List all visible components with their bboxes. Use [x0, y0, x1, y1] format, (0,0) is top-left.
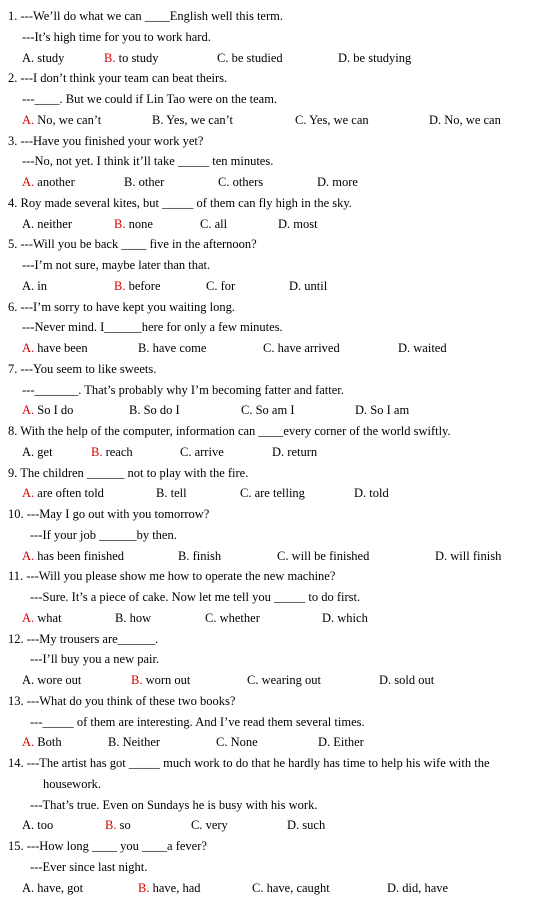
- option-text: arrive: [191, 444, 224, 459]
- option-letter: A.: [22, 673, 35, 687]
- answer-options: [22, 48, 542, 68]
- option-text: in: [34, 278, 48, 293]
- option-c: [200, 214, 227, 234]
- option-c: [247, 670, 321, 690]
- answer-options: [22, 214, 542, 234]
- question-stem: 12. ---My trousers are______.: [8, 631, 159, 646]
- option-letter: B.: [91, 444, 103, 459]
- option-c: [218, 172, 263, 192]
- option-letter: B.: [108, 735, 120, 750]
- option-letter: C.: [205, 610, 217, 625]
- option-letter: B.: [178, 548, 190, 563]
- question-stem: 6. ---I’m sorry to have kept you waiting long.: [8, 299, 236, 314]
- option-letter: A.: [22, 486, 35, 501]
- option-letter: B.: [114, 216, 126, 231]
- option-a: [22, 670, 81, 690]
- option-letter: D.: [435, 548, 448, 563]
- option-text: So do I: [140, 403, 180, 418]
- option-text: have, got: [34, 880, 84, 895]
- option-b: [138, 878, 201, 898]
- question-stem: 10. ---May I go out with you tomorrow?: [8, 507, 210, 521]
- option-b: [156, 483, 187, 503]
- question-stem: 13. ---What do you think of these two books?: [8, 693, 236, 708]
- option-text: have arrived: [274, 341, 340, 355]
- answer-options: [22, 110, 542, 130]
- option-text: so: [116, 818, 131, 833]
- option-c: [240, 483, 305, 503]
- option-text: tell: [167, 486, 187, 501]
- option-letter: D.: [387, 880, 400, 895]
- question-stem: 4. Roy made several kites, but _____ of them can fly high in the sky.: [8, 195, 352, 210]
- option-a: [22, 442, 53, 462]
- option-letter: B.: [138, 880, 150, 895]
- option-b: [104, 48, 159, 68]
- option-letter: A.: [22, 444, 35, 459]
- option-text: whether: [216, 610, 260, 625]
- question-stem: 9. The children ______ not to play with the fire.: [8, 465, 249, 480]
- option-letter: C.: [218, 175, 230, 189]
- option-b: [131, 670, 190, 690]
- option-text: until: [301, 278, 328, 293]
- option-letter: B.: [105, 818, 117, 833]
- option-b: [124, 172, 164, 192]
- option-d: [278, 214, 318, 234]
- option-letter: A.: [22, 278, 35, 293]
- question-line: ---Sure. It’s a piece of cake. Now let me tell you _____ to do first.: [30, 590, 361, 604]
- option-text: did, have: [399, 880, 449, 895]
- question-line: ---If your job ______by then.: [30, 527, 177, 542]
- option-text: how: [126, 610, 152, 625]
- option-b: [129, 400, 180, 420]
- option-letter: D.: [289, 278, 302, 293]
- option-text: finish: [189, 548, 222, 563]
- question-line: ---Ever since last night.: [30, 859, 148, 874]
- option-a: [22, 878, 83, 898]
- option-text: have, caught: [263, 880, 330, 895]
- answer-options: [22, 732, 542, 752]
- answer-options: [22, 338, 542, 358]
- option-text: reach: [102, 444, 133, 459]
- option-c: [277, 546, 369, 566]
- option-text: study: [34, 50, 65, 65]
- question-line: ---_______. That’s probably why I’m becoming fatter and fatter.: [22, 382, 344, 397]
- option-letter: B.: [115, 610, 127, 625]
- question-stem: 5. ---Will you be back ____ five in the afternoon?: [8, 237, 257, 252]
- option-a: [22, 48, 64, 68]
- option-a: [22, 276, 47, 296]
- option-letter: D.: [272, 444, 285, 459]
- option-c: [217, 48, 283, 68]
- question-line: ---It’s high time for you to work hard.: [22, 29, 211, 44]
- option-c: [241, 400, 294, 420]
- option-text: So am I: [252, 403, 295, 418]
- option-d: [354, 483, 389, 503]
- option-text: very: [202, 818, 228, 833]
- option-letter: B.: [129, 403, 141, 418]
- answer-options: [22, 276, 542, 296]
- option-a: [22, 608, 62, 628]
- question-stem: 3. ---Have you finished your work yet?: [8, 133, 204, 148]
- option-letter: D.: [318, 735, 331, 750]
- option-text: others: [229, 175, 264, 189]
- question-stem: 14. ---The artist has got _____ much work to do that he hardly has time to help his wife with the: [8, 756, 490, 770]
- option-letter: A.: [22, 818, 35, 833]
- option-letter: C.: [217, 50, 229, 65]
- option-letter: C.: [216, 735, 228, 750]
- option-letter: D.: [322, 610, 335, 625]
- option-d: [435, 546, 501, 566]
- option-letter: C.: [206, 278, 218, 293]
- option-text: be studying: [350, 50, 412, 65]
- option-letter: C.: [241, 403, 253, 418]
- option-text: Either: [330, 735, 364, 750]
- option-text: worn out: [142, 673, 191, 687]
- question-line: ---No, not yet. I think it’ll take _____ ten minutes.: [22, 154, 274, 169]
- option-letter: C.: [240, 486, 252, 501]
- option-d: [318, 732, 364, 752]
- option-b: [178, 546, 221, 566]
- option-text: such: [299, 818, 326, 833]
- question-stem: 2. ---I don’t think your team can beat theirs.: [8, 71, 228, 86]
- answer-options: [22, 878, 542, 898]
- option-b: [105, 815, 131, 835]
- option-text: wearing out: [258, 673, 321, 687]
- option-letter: D.: [278, 216, 291, 231]
- option-d: [429, 110, 501, 130]
- question-line: ---I’ll buy you a new pair.: [30, 652, 160, 667]
- option-d: [289, 276, 327, 296]
- option-text: Yes, we can’t: [163, 112, 234, 127]
- option-text: have come: [149, 341, 207, 355]
- option-letter: B.: [124, 175, 136, 189]
- option-text: more: [329, 175, 358, 189]
- option-c: [206, 276, 235, 296]
- option-letter: C.: [252, 880, 264, 895]
- option-b: [108, 732, 160, 752]
- option-letter: D.: [287, 818, 300, 833]
- option-text: another: [34, 175, 75, 189]
- option-c: [191, 815, 228, 835]
- option-text: waited: [410, 341, 447, 355]
- question-stem: 7. ---You seem to like sweets.: [8, 361, 157, 376]
- option-text: what: [34, 610, 62, 625]
- option-b: [114, 214, 153, 234]
- option-c: [252, 878, 330, 898]
- option-letter: C.: [247, 673, 259, 687]
- option-text: have been: [34, 341, 88, 355]
- option-letter: B.: [114, 278, 126, 293]
- answer-options: [22, 670, 542, 690]
- answer-options: [22, 483, 542, 503]
- option-letter: A.: [22, 403, 35, 418]
- question-stem: 1. ---We’ll do what we can ____English well this term.: [8, 9, 283, 23]
- answer-options: [22, 172, 542, 192]
- answer-options: [22, 608, 542, 628]
- option-letter: C.: [191, 818, 203, 833]
- option-text: have, had: [149, 880, 201, 895]
- option-text: None: [227, 735, 258, 750]
- option-b: [91, 442, 133, 462]
- option-a: [22, 732, 62, 752]
- option-text: all: [211, 216, 228, 231]
- option-a: [22, 338, 88, 358]
- option-text: too: [34, 818, 54, 833]
- option-letter: D.: [355, 403, 368, 418]
- option-letter: C.: [295, 112, 307, 127]
- option-a: [22, 172, 75, 192]
- option-text: No, we can’t: [34, 112, 102, 127]
- answer-options: [22, 546, 542, 566]
- option-a: [22, 400, 73, 420]
- option-b: [138, 338, 206, 358]
- option-c: [180, 442, 224, 462]
- option-c: [205, 608, 260, 628]
- option-letter: A.: [22, 216, 35, 231]
- option-letter: A.: [22, 880, 35, 895]
- option-text: are often told: [34, 486, 104, 501]
- question-line: ---_____ of them are interesting. And I’ve read them several times.: [30, 714, 365, 729]
- option-d: [287, 815, 325, 835]
- option-text: are telling: [251, 486, 305, 501]
- option-text: to study: [115, 50, 159, 65]
- option-letter: C.: [263, 341, 275, 355]
- option-text: none: [125, 216, 153, 231]
- option-letter: C.: [180, 444, 192, 459]
- option-letter: D.: [398, 341, 411, 355]
- question-line: ---I’m not sure, maybe later than that.: [22, 258, 211, 272]
- option-text: return: [284, 444, 318, 459]
- question-line: ---That’s true. Even on Sundays he is busy with his work.: [30, 797, 318, 812]
- option-text: Both: [34, 735, 62, 750]
- option-text: other: [135, 175, 165, 189]
- option-text: for: [217, 278, 236, 293]
- question-line: ---____. But we could if Lin Tao were on the team.: [22, 92, 278, 106]
- option-letter: C.: [277, 548, 289, 563]
- option-letter: A.: [22, 50, 35, 65]
- option-a: [22, 214, 72, 234]
- option-b: [114, 276, 161, 296]
- option-text: neither: [34, 216, 72, 231]
- option-text: be studied: [228, 50, 283, 65]
- option-letter: B.: [138, 341, 150, 355]
- option-letter: B.: [131, 673, 143, 687]
- option-text: wore out: [34, 673, 82, 687]
- option-letter: B.: [104, 50, 116, 65]
- option-text: So I do: [34, 403, 74, 418]
- option-d: [387, 878, 448, 898]
- option-c: [295, 110, 369, 130]
- question-stem: 15. ---How long ____ you ____a fever?: [8, 839, 207, 853]
- option-a: [22, 815, 53, 835]
- answer-options: [22, 815, 542, 835]
- option-letter: B.: [152, 112, 164, 127]
- option-text: will finish: [447, 548, 502, 563]
- option-a: [22, 546, 124, 566]
- question-stem: 11. ---Will you please show me how to operate the new machine?: [8, 569, 336, 584]
- option-d: [398, 338, 447, 358]
- option-c: [216, 732, 258, 752]
- option-letter: D.: [354, 486, 367, 501]
- option-text: will be finished: [288, 548, 370, 563]
- option-d: [322, 608, 368, 628]
- option-text: told: [366, 486, 389, 501]
- option-d: [317, 172, 358, 192]
- option-d: [338, 48, 411, 68]
- option-d: [272, 442, 317, 462]
- option-text: most: [290, 216, 318, 231]
- option-letter: A.: [22, 341, 35, 355]
- option-letter: C.: [200, 216, 212, 231]
- option-text: before: [125, 278, 161, 293]
- option-letter: D.: [379, 673, 392, 687]
- option-letter: D.: [429, 112, 442, 127]
- option-a: [22, 110, 101, 130]
- option-text: sold out: [391, 673, 435, 687]
- option-letter: A.: [22, 112, 35, 127]
- answer-options: [22, 400, 542, 420]
- option-letter: A.: [22, 610, 35, 625]
- question-stem: 8. With the help of the computer, information can ____every corner of the world swiftly.: [8, 424, 451, 438]
- option-letter: B.: [156, 486, 168, 501]
- option-letter: A.: [22, 735, 35, 750]
- option-letter: A.: [22, 175, 35, 189]
- option-text: get: [34, 444, 53, 459]
- option-letter: D.: [317, 175, 330, 189]
- option-a: [22, 483, 104, 503]
- answer-options: [22, 442, 542, 462]
- option-d: [379, 670, 434, 690]
- question-line: ---Never mind. I______here for only a few minutes.: [22, 320, 283, 335]
- option-b: [152, 110, 233, 130]
- option-text: Yes, we can: [306, 112, 369, 127]
- option-letter: A.: [22, 548, 35, 563]
- question-line: housework.: [43, 776, 101, 791]
- option-b: [115, 608, 151, 628]
- option-text: So I am: [367, 403, 410, 418]
- option-text: Neither: [119, 735, 161, 750]
- option-letter: D.: [338, 50, 351, 65]
- option-text: No, we can: [441, 112, 501, 127]
- option-d: [355, 400, 409, 420]
- option-text: which: [334, 610, 368, 625]
- option-c: [263, 338, 340, 358]
- option-text: has been finished: [34, 548, 125, 563]
